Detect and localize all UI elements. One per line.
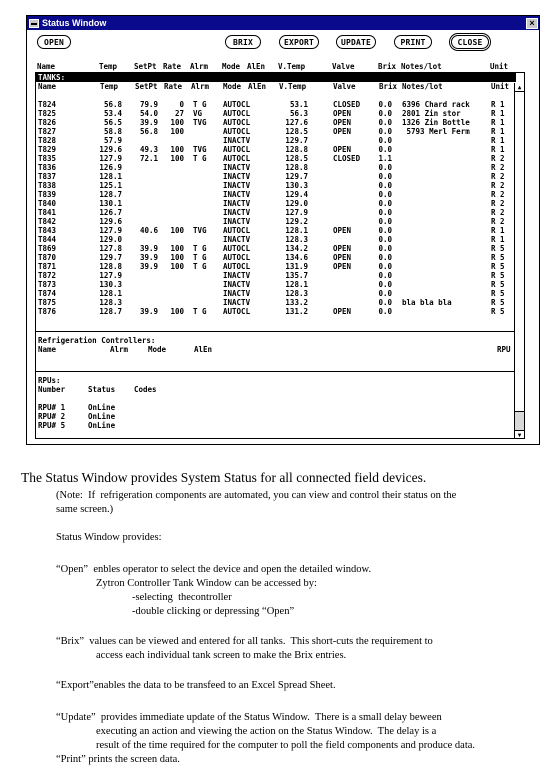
print-button[interactable]: PRINT [394,35,432,49]
tank-cell-vtemp: 56.3 [289,109,308,118]
tank-cell-unit: R 1 [491,235,505,244]
tank-cell-brix: 0.0 [378,163,392,172]
tank-cell-vtemp: 128.8 [285,163,308,172]
tank-cell-name: T828 [38,136,57,145]
tank-cell-valve: OPEN [333,145,352,154]
tank-cell-mode: AUTOCL [223,226,251,235]
tank-cell-mode: AUTOCL [223,154,251,163]
tank-cell-brix: 0.0 [378,199,392,208]
table-row[interactable] [36,181,524,190]
tank-cell-mode: INACTV [223,136,251,145]
tank-cell-temp: 127.9 [99,226,122,235]
tank-cell-valve: OPEN [333,244,352,253]
table-row[interactable] [36,271,524,280]
tank-cell-name: T826 [38,118,57,127]
table-row[interactable] [36,280,524,289]
tank-cell-notes: 6396 Chard rack [402,100,470,109]
tank-cell-temp: 129.6 [99,145,122,154]
tank-cell-name: T870 [38,253,57,262]
tank-cell-name: T841 [38,208,57,217]
tank-cell-temp: 129.0 [99,235,122,244]
tank-cell-vtemp: 131.2 [285,307,308,316]
tank-cell-vtemp: 133.2 [285,298,308,307]
tank-cell-temp: 128.3 [99,298,122,307]
tank-cell-valve: OPEN [333,226,352,235]
header-alen: AlEn [247,62,266,71]
table-row[interactable] [36,226,524,235]
tank-cell-alrm: T G [193,253,207,262]
header-alrm: Alrm [191,82,210,91]
tank-cell-vtemp: 128.8 [285,145,308,154]
table-row[interactable] [36,172,524,181]
tank-cell-name: T827 [38,127,57,136]
section-divider [36,331,516,332]
doc-open-line-4: -double clicking or depressing “Open” [132,606,295,617]
list-item[interactable]: RPU# 1 OnLine [38,403,116,412]
header-valve: Valve [333,82,356,91]
tank-cell-unit: R 2 [491,163,505,172]
tank-cell-valve: OPEN [333,262,352,271]
toolbar [27,30,539,52]
tank-cell-valve: CLOSED [333,154,361,163]
tank-cell-vtemp: 127.9 [285,208,308,217]
tank-cell-setpt: 72.1 [139,154,158,163]
refrigeration-header-alrm: Alrm [110,345,129,354]
tank-cell-mode: INACTV [223,217,251,226]
refrigeration-header-mode: Mode [148,345,167,354]
table-row[interactable] [36,262,524,271]
tank-cell-mode: INACTV [223,199,251,208]
header-name: Name [38,82,57,91]
header-alrm: Alrm [190,62,209,71]
doc-print-line: “Print” prints the screen data. [56,754,180,765]
tank-cell-name: T837 [38,172,57,181]
doc-open-line-3: -selecting thecontroller [132,592,232,603]
tank-cell-name: T872 [38,271,57,280]
tank-cell-brix: 0.0 [378,253,392,262]
tank-cell-mode: AUTOCL [223,145,251,154]
table-row[interactable] [36,163,524,172]
tank-cell-name: T873 [38,280,57,289]
header-setpt: SetPt [134,62,157,71]
inner-column-headers [36,82,524,91]
vertical-scrollbar[interactable] [514,83,524,439]
rpu-header-number: Number [38,385,66,394]
tank-cell-mode: INACTV [223,235,251,244]
tank-cell-brix: 0.0 [378,136,392,145]
refrigeration-section [36,336,516,354]
tank-cell-name: T829 [38,145,57,154]
tank-cell-setpt: 39.9 [139,244,158,253]
tank-cell-vtemp: 53.1 [289,100,308,109]
tank-cell-setpt: 56.8 [139,127,158,136]
tank-cell-unit: R 2 [491,217,505,226]
tank-cell-brix: 0.0 [378,127,392,136]
status-window [26,15,540,445]
table-row[interactable] [36,190,524,199]
tank-cell-vtemp: 129.4 [285,190,308,199]
brix-button[interactable]: BRIX [225,35,261,49]
tank-cell-unit: R 2 [491,181,505,190]
tank-cell-rate: 0 [179,100,184,109]
tank-cell-temp: 129.7 [99,253,122,262]
tank-cell-temp: 128.8 [99,262,122,271]
tank-cell-rate: 100 [170,154,184,163]
tank-cell-mode: AUTOCL [223,100,251,109]
tank-cell-brix: 0.0 [378,280,392,289]
tank-cell-brix: 0.0 [378,118,392,127]
tank-cell-name: T844 [38,235,57,244]
open-button[interactable]: OPEN [37,35,71,49]
table-row[interactable] [36,217,524,226]
tank-cell-brix: 0.0 [378,298,392,307]
table-row[interactable] [36,298,524,307]
tank-cell-unit: R 1 [491,226,505,235]
tank-cell-mode: AUTOCL [223,253,251,262]
tank-cell-notes: 1326 Zin Bottle [402,118,470,127]
tank-cell-unit: R 1 [491,145,505,154]
tank-cell-mode: INACTV [223,163,251,172]
header-rate: Rate [163,62,182,71]
tank-cell-temp: 127.9 [99,154,122,163]
doc-brix-line-2: access each individual tank screen to make the Brix entries. [96,650,347,661]
rpu-headers [36,385,516,394]
doc-update-line-3: result of the time required for the computer to poll the field components and produce data. [96,740,476,751]
tank-cell-temp: 128.1 [99,289,122,298]
tank-cell-setpt: 39.9 [139,262,158,271]
tank-cell-rate: 100 [170,145,184,154]
header-setpt: SetPt [135,82,158,91]
tank-cell-name: T875 [38,298,57,307]
tank-cell-alrm: TVG [193,118,207,127]
tank-cell-unit: R 1 [491,127,505,136]
tank-cell-name: T835 [38,154,57,163]
tank-list [36,100,524,316]
header-rate: Rate [164,82,183,91]
doc-provides: Status Window provides: [56,532,162,543]
tank-cell-temp: 128.1 [99,172,122,181]
header-brix: Brix [378,62,397,71]
header-temp: Temp [100,82,119,91]
tank-cell-setpt: 40.6 [139,226,158,235]
header-name: Name [37,62,56,71]
tank-cell-unit: R 1 [491,118,505,127]
tank-cell-notes: 5793 Merl Ferm [402,127,470,136]
tank-cell-rate: 100 [170,226,184,235]
refrigeration-header-rpu: RPU [497,345,511,354]
tank-cell-vtemp: 134.6 [285,253,308,262]
rpu-section [36,376,516,430]
window-close-icon[interactable]: × [526,18,538,29]
refrigeration-title: Refrigeration Controllers: [38,336,156,345]
tank-cell-alrm: T G [193,262,207,271]
tank-cell-mode: INACTV [223,172,251,181]
tanks-section-label: TANKS: [36,73,516,82]
tank-cell-mode: AUTOCL [223,118,251,127]
tank-cell-setpt: 54.0 [139,109,158,118]
header-brix: Brix [379,82,398,91]
tank-cell-temp: 56.5 [103,118,122,127]
doc-note-line-1: (Note: If refrigeration components are automated, you can view and control their status on the [56,490,457,501]
list-item[interactable]: RPU# 5 OnLine [38,421,116,430]
tank-cell-brix: 0.0 [378,181,392,190]
tank-cell-vtemp: 129.0 [285,199,308,208]
tank-cell-unit: R 5 [491,298,505,307]
tank-cell-unit: R 5 [491,253,505,262]
tank-cell-brix: 0.0 [378,172,392,181]
tank-cell-unit: R 1 [491,136,505,145]
tank-cell-setpt: 39.9 [139,253,158,262]
tank-cell-alrm: T G [193,154,207,163]
tank-cell-notes: 2801 Zin stor [402,109,461,118]
tank-cell-unit: R 2 [491,199,505,208]
tank-cell-mode: AUTOCL [223,244,251,253]
update-button[interactable]: UPDATE [336,35,376,49]
tank-cell-alrm: VG [193,109,203,118]
tank-cell-unit: R 5 [491,262,505,271]
tank-cell-brix: 0.0 [378,145,392,154]
tank-cell-mode: INACTV [223,298,251,307]
tank-cell-valve: OPEN [333,118,352,127]
table-row[interactable] [36,307,524,316]
tank-cell-vtemp: 128.5 [285,154,308,163]
tank-cell-rate: 100 [170,118,184,127]
doc-brix-line-1: “Brix” values can be viewed and entered for all tanks. This short-cuts the requirement to [56,636,433,647]
tank-cell-brix: 0.0 [378,289,392,298]
doc-open-line-1: “Open” enbles operator to select the device and open the detailed window. [56,564,372,575]
doc-open-line-2: Zytron Controller Tank Window can be accessed by: [96,578,317,589]
tank-cell-valve: OPEN [333,127,352,136]
tank-cell-vtemp: 127.6 [285,118,308,127]
tank-cell-setpt: 39.9 [139,118,158,127]
header-temp: Temp [99,62,118,71]
doc-headline: The Status Window provides System Status for all connected field devices. [21,470,427,485]
tank-cell-rate: 100 [170,127,184,136]
tank-cell-temp: 58.8 [103,127,122,136]
outer-column-headers [27,62,517,72]
tank-cell-valve: OPEN [333,109,352,118]
rpu-header-codes: Codes [134,385,157,394]
tank-cell-brix: 0.0 [378,109,392,118]
tank-cell-temp: 53.4 [103,109,122,118]
table-row[interactable] [36,109,524,118]
tank-cell-unit: R 2 [491,154,505,163]
tank-cell-vtemp: 129.7 [285,136,308,145]
scroll-down-arrow-icon[interactable]: ▼ [515,430,524,439]
tank-cell-vtemp: 129.2 [285,217,308,226]
tank-cell-unit: R 5 [491,271,505,280]
tank-cell-unit: R 5 [491,289,505,298]
tank-cell-brix: 0.0 [378,190,392,199]
rpu-header-status: Status [88,385,116,394]
tank-cell-rate: 100 [170,253,184,262]
table-row[interactable] [36,145,524,154]
header-mode: Mode [222,62,241,71]
header-notes: Notes/lot [402,82,443,91]
tank-cell-unit: R 2 [491,190,505,199]
export-button[interactable]: EXPORT [279,35,319,49]
table-row[interactable] [36,127,524,136]
tank-cell-alrm: T G [193,244,207,253]
tank-cell-vtemp: 131.9 [285,262,308,271]
system-menu-icon[interactable] [29,19,39,28]
tank-cell-temp: 130.3 [99,280,122,289]
tank-cell-vtemp: 134.2 [285,244,308,253]
tank-cell-alrm: T G [193,307,207,316]
tank-cell-temp: 127.8 [99,244,122,253]
tank-cell-temp: 129.6 [99,217,122,226]
tank-cell-name: T874 [38,289,57,298]
header-unit: Unit [490,62,509,71]
tank-cell-mode: INACTV [223,190,251,199]
status-listing[interactable] [35,72,525,439]
tank-cell-brix: 1.1 [378,154,392,163]
tank-cell-setpt: 49.3 [139,145,158,154]
tank-cell-setpt: 79.9 [139,100,158,109]
tank-cell-mode: INACTV [223,271,251,280]
table-row[interactable] [36,244,524,253]
tank-cell-brix: 0.0 [378,226,392,235]
tank-cell-name: T838 [38,181,57,190]
tank-cell-vtemp: 128.1 [285,280,308,289]
table-row[interactable] [36,289,524,298]
doc-note-line-2: same screen.) [56,504,114,515]
tank-cell-vtemp: 128.3 [285,235,308,244]
table-row[interactable] [36,199,524,208]
tank-cell-valve: OPEN [333,307,352,316]
tank-cell-mode: AUTOCL [223,127,251,136]
header-vtemp: V.Temp [279,82,307,91]
tank-cell-unit: R 2 [491,208,505,217]
header-mode: Mode [223,82,242,91]
tank-cell-temp: 126.9 [99,163,122,172]
tank-cell-mode: AUTOCL [223,109,251,118]
header-alen: AlEn [248,82,267,91]
tank-cell-temp: 57.9 [103,136,122,145]
tank-cell-temp: 125.1 [99,181,122,190]
tank-cell-name: T843 [38,226,57,235]
tank-cell-unit: R 5 [491,307,505,316]
tank-cell-name: T842 [38,217,57,226]
tank-cell-alrm: TVG [193,226,207,235]
tank-cell-vtemp: 129.7 [285,172,308,181]
section-divider [36,371,516,372]
refrigeration-header-name: Name [38,345,57,354]
tank-cell-rate: 100 [170,262,184,271]
tank-cell-name: T836 [38,163,57,172]
tank-cell-brix: 0.0 [378,217,392,226]
tank-cell-name: T869 [38,244,57,253]
tank-cell-brix: 0.0 [378,244,392,253]
window-title: Status Window [42,18,107,28]
tank-cell-name: T876 [38,307,57,316]
close-button[interactable]: CLOSE [451,35,489,49]
tank-cell-name: T871 [38,262,57,271]
rpu-title: RPUs: [38,376,61,385]
tank-cell-mode: INACTV [223,280,251,289]
scroll-thumb[interactable] [515,92,524,412]
tank-cell-alrm: T G [193,100,207,109]
tank-cell-mode: AUTOCL [223,307,251,316]
tank-cell-brix: 0.0 [378,100,392,109]
tank-cell-temp: 126.7 [99,208,122,217]
tank-cell-temp: 128.7 [99,307,122,316]
tank-cell-name: T839 [38,190,57,199]
tank-cell-rate: 100 [170,307,184,316]
tank-cell-rate: 100 [170,244,184,253]
header-unit: Unit [491,82,510,91]
table-row[interactable] [36,100,524,109]
tank-cell-alrm: TVG [193,145,207,154]
tank-cell-unit: R 1 [491,109,505,118]
tank-cell-name: T825 [38,109,57,118]
tank-cell-unit: R 1 [491,100,505,109]
tank-cell-unit: R 5 [491,244,505,253]
tank-cell-vtemp: 128.1 [285,226,308,235]
tank-cell-valve: OPEN [333,253,352,262]
table-row[interactable] [36,253,524,262]
table-row[interactable] [36,118,524,127]
doc-update-line-1: “Update” provides immediate update of the Status Window. There is a small delay beween [56,712,442,723]
tank-cell-mode: AUTOCL [223,262,251,271]
table-row[interactable] [36,235,524,244]
table-row[interactable] [36,154,524,163]
tank-cell-brix: 0.0 [378,235,392,244]
tank-cell-unit: R 5 [491,280,505,289]
tank-cell-name: T840 [38,199,57,208]
tank-cell-temp: 128.7 [99,190,122,199]
tank-cell-brix: 0.0 [378,208,392,217]
tank-cell-name: T824 [38,100,57,109]
table-row[interactable] [36,208,524,217]
spacer-row [36,394,516,403]
tank-cell-vtemp: 128.5 [285,127,308,136]
tank-cell-valve: CLOSED [333,100,361,109]
table-row[interactable] [36,136,524,145]
refrigeration-headers [36,345,516,354]
spacer-row [36,316,524,325]
doc-update-line-2: executing an action and viewing the action on the Status Window. The delay is a [96,726,437,737]
tank-cell-brix: 0.0 [378,271,392,280]
header-vtemp: V.Temp [278,62,306,71]
tank-cell-vtemp: 128.3 [285,289,308,298]
spacer-row [36,91,524,100]
tank-cell-notes: bla bla bla [402,298,452,307]
tank-cell-vtemp: 135.7 [285,271,308,280]
list-item[interactable]: RPU# 2 OnLine [38,412,116,421]
tank-cell-mode: INACTV [223,181,251,190]
scroll-up-arrow-icon[interactable]: ▲ [515,83,524,92]
tank-cell-setpt: 39.9 [139,307,158,316]
doc-export-line: “Export”enables the data to be transfeed to an Excel Spread Sheet. [56,680,336,691]
title-bar [27,16,539,30]
tank-cell-rate: 27 [174,109,184,118]
tank-cell-vtemp: 130.3 [285,181,308,190]
tank-cell-mode: INACTV [223,289,251,298]
tank-cell-brix: 0.0 [378,307,392,316]
header-valve: Valve [332,62,355,71]
tank-cell-mode: INACTV [223,208,251,217]
tank-cell-brix: 0.0 [378,262,392,271]
tank-cell-temp: 130.1 [99,199,122,208]
header-notes: Notes/lot [401,62,442,71]
tank-cell-temp: 127.9 [99,271,122,280]
tank-cell-temp: 56.8 [103,100,122,109]
tank-cell-unit: R 2 [491,172,505,181]
refrigeration-header-alen: AlEn [194,345,213,354]
